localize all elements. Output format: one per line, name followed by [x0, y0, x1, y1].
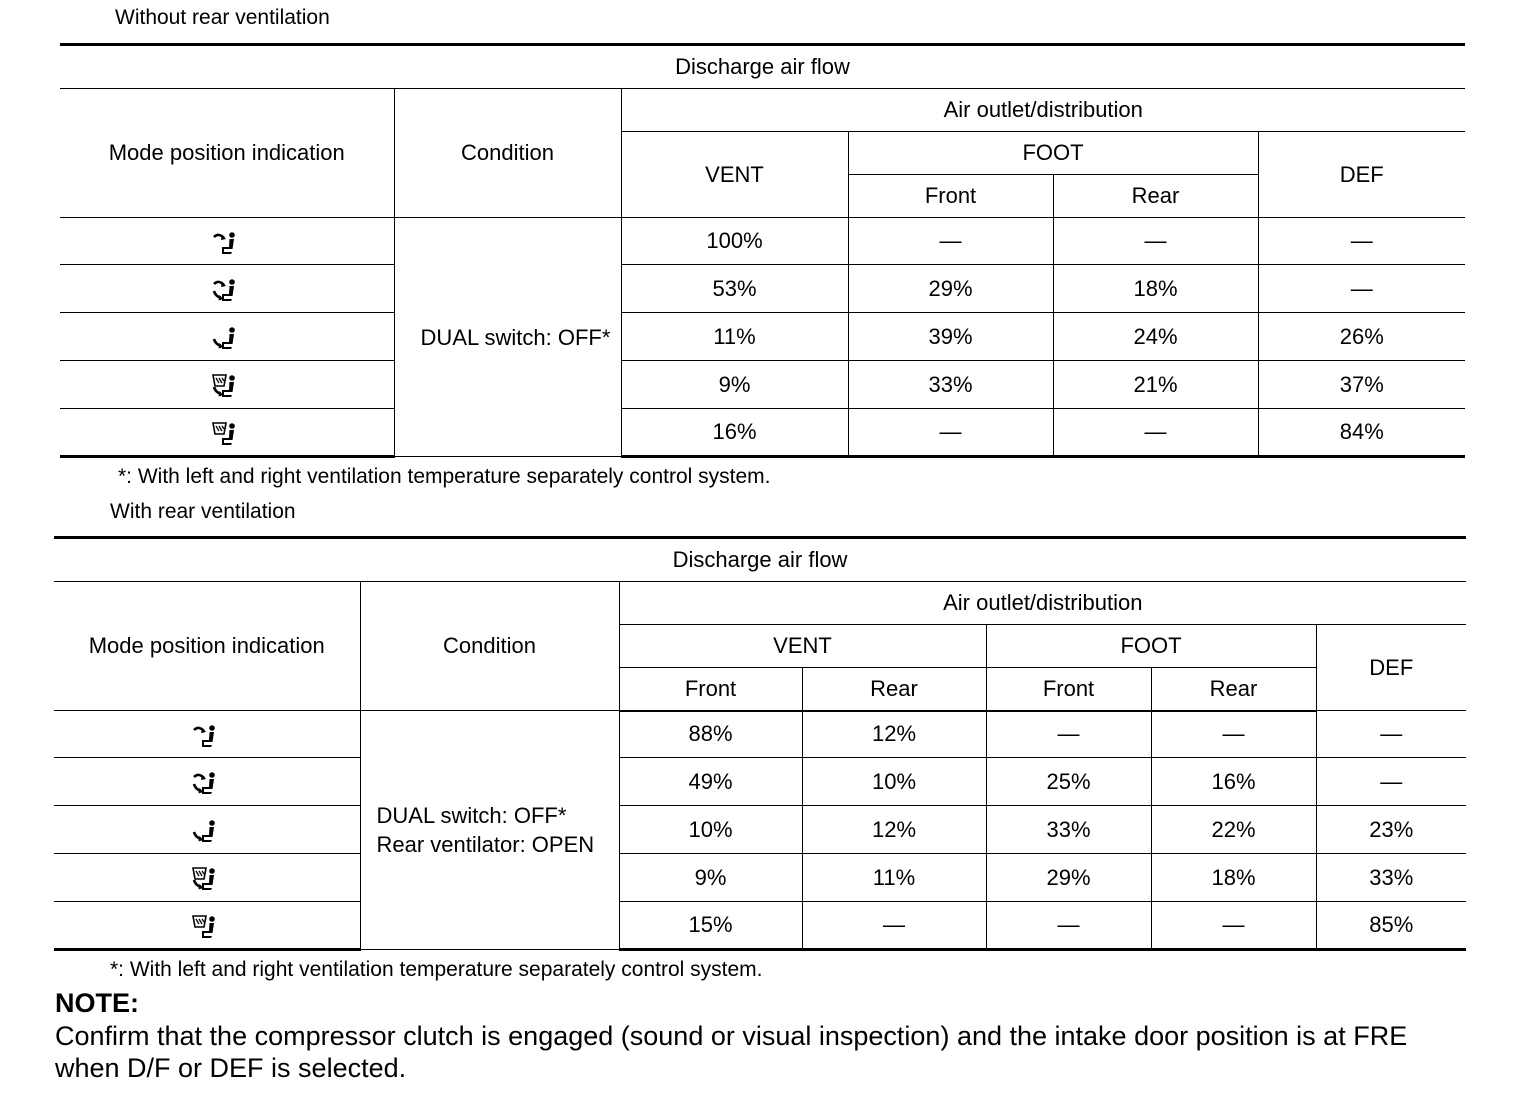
foot-defrost-mode-icon	[211, 372, 243, 398]
table1-title: Discharge air flow	[60, 45, 1465, 89]
cell-def: —	[1258, 265, 1465, 313]
vent-mode-icon	[211, 229, 243, 255]
table-row	[60, 265, 1465, 313]
header-air-outlet: Air outlet/distribution	[619, 582, 1466, 625]
bi-level-mode-icon	[211, 276, 243, 302]
header-def: DEF	[1258, 132, 1465, 218]
header-def: DEF	[1316, 625, 1466, 711]
cell-def: 26%	[1258, 313, 1465, 361]
cell-vent-front: 10%	[619, 806, 802, 854]
table-row	[54, 711, 1466, 758]
note-heading: NOTE:	[55, 988, 139, 1018]
cell-vent-front: 49%	[619, 758, 802, 806]
cell-vent: 100%	[621, 218, 848, 265]
cell-def: 85%	[1316, 902, 1466, 950]
cell-vent-rear: 12%	[802, 806, 986, 854]
table2-title: Discharge air flow	[54, 538, 1466, 582]
cell-foot-rear: —	[1053, 218, 1258, 265]
cell-vent: 53%	[621, 265, 848, 313]
note-text: Confirm that the compressor clutch is engaged (sound or visual inspection) and the intake door position is at FRE when D/F or DEF is selected.	[55, 1021, 1408, 1083]
cell-foot-rear: 18%	[1053, 265, 1258, 313]
cell-def: 23%	[1316, 806, 1466, 854]
bi-level-mode-icon	[191, 769, 223, 795]
cell-def: —	[1258, 218, 1465, 265]
cell-vent: 16%	[621, 409, 848, 457]
cell-foot-front: 33%	[986, 806, 1151, 854]
cell-def: 33%	[1316, 854, 1466, 902]
cell-foot-front: —	[986, 902, 1151, 950]
cell-foot-rear: 18%	[1151, 854, 1316, 902]
cell-foot-rear: 21%	[1053, 361, 1258, 409]
cell-foot-rear: 24%	[1053, 313, 1258, 361]
table-row	[54, 902, 1466, 950]
condition-line-2: Rear ventilator: OPEN	[376, 832, 595, 857]
table1-caption: Without rear ventilation	[115, 6, 330, 29]
table1-condition: DUAL switch: OFF*	[394, 218, 621, 457]
defrost-mode-icon	[191, 913, 223, 939]
cell-foot-front: 29%	[986, 854, 1151, 902]
cell-vent-rear: 12%	[802, 711, 986, 758]
vent-mode-icon	[191, 722, 223, 748]
cell-vent: 9%	[621, 361, 848, 409]
cell-vent-rear: 11%	[802, 854, 986, 902]
header-foot-rear: Rear	[1053, 175, 1258, 218]
cell-foot-front: —	[986, 711, 1151, 758]
table2-caption: With rear ventilation	[110, 500, 296, 523]
foot-mode-icon	[191, 817, 223, 843]
cell-vent-front: 15%	[619, 902, 802, 950]
table-row	[60, 313, 1465, 361]
table-row	[60, 409, 1465, 457]
table-row	[60, 361, 1465, 409]
cell-foot-front: —	[848, 218, 1053, 265]
table-row	[54, 758, 1466, 806]
cell-foot-rear: —	[1151, 711, 1316, 758]
cell-vent-rear: —	[802, 902, 986, 950]
cell-foot-rear: —	[1053, 409, 1258, 457]
table-row	[54, 806, 1466, 854]
condition-line-1: DUAL switch: OFF*	[376, 803, 567, 828]
cell-def: —	[1316, 711, 1466, 758]
table1-discharge-air-flow	[60, 43, 1465, 458]
header-foot-front: Front	[848, 175, 1053, 218]
header-foot: FOOT	[848, 132, 1258, 175]
cell-def: 37%	[1258, 361, 1465, 409]
header-condition: Condition	[394, 89, 621, 218]
cell-vent-front: 9%	[619, 854, 802, 902]
cell-foot-front: 29%	[848, 265, 1053, 313]
table-row	[54, 854, 1466, 902]
cell-foot-front: 33%	[848, 361, 1053, 409]
foot-mode-icon	[211, 324, 243, 350]
header-condition: Condition	[360, 582, 619, 711]
cell-foot-rear: 16%	[1151, 758, 1316, 806]
foot-defrost-mode-icon	[191, 865, 223, 891]
table2-footnote: *: With left and right ventilation temperature separately control system.	[110, 958, 763, 981]
header-mode: Mode position indication	[60, 89, 394, 218]
header-vent-rear: Rear	[802, 668, 986, 711]
cell-vent-rear: 10%	[802, 758, 986, 806]
cell-foot-front: —	[848, 409, 1053, 457]
cell-vent: 11%	[621, 313, 848, 361]
cell-foot-front: 39%	[848, 313, 1053, 361]
cell-def: —	[1316, 758, 1466, 806]
header-vent: VENT	[619, 625, 986, 668]
cell-foot-rear: 22%	[1151, 806, 1316, 854]
header-foot: FOOT	[986, 625, 1316, 668]
header-vent-front: Front	[619, 668, 802, 711]
table-row	[60, 218, 1465, 265]
cell-foot-rear: —	[1151, 902, 1316, 950]
defrost-mode-icon	[211, 420, 243, 446]
header-vent: VENT	[621, 132, 848, 218]
cell-vent-front: 88%	[619, 711, 802, 758]
header-mode: Mode position indication	[54, 582, 360, 711]
table2-condition	[360, 711, 619, 950]
header-foot-front: Front	[986, 668, 1151, 711]
header-air-outlet: Air outlet/distribution	[621, 89, 1465, 132]
cell-def: 84%	[1258, 409, 1465, 457]
header-foot-rear: Rear	[1151, 668, 1316, 711]
cell-foot-front: 25%	[986, 758, 1151, 806]
table1-footnote: *: With left and right ventilation temperature separately control system.	[118, 465, 771, 488]
table2-discharge-air-flow	[54, 536, 1466, 951]
